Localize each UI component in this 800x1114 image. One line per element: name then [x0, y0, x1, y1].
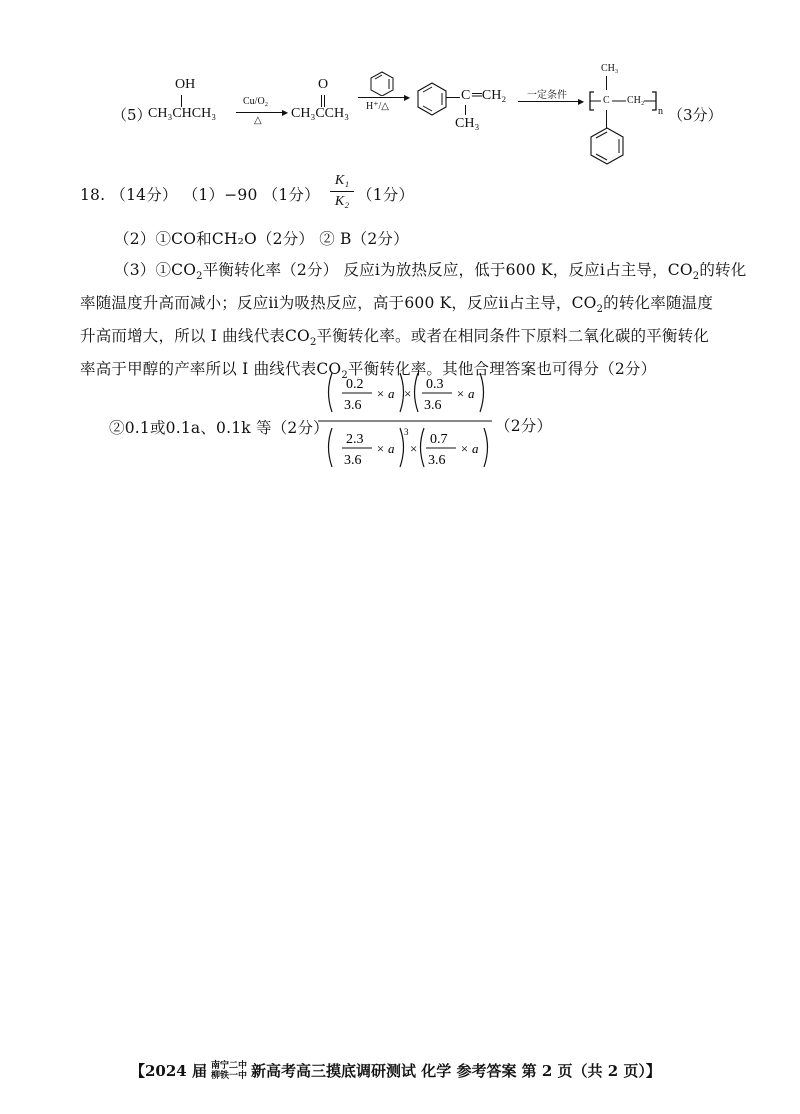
den2-right-paren — [484, 428, 488, 467]
arrow2-condition-bottom: H⁺/△ — [366, 101, 389, 112]
part3-line2-b: 的转化率随温度 — [603, 294, 714, 312]
polymer-ch3: CH₃ — [601, 63, 619, 74]
polymer-ch2: CH₂ — [627, 95, 645, 106]
num1-top: 0.2 — [346, 377, 364, 392]
den2-left-paren — [421, 428, 425, 467]
q17-5-score: （3分） — [668, 106, 723, 124]
alkene-benzene-ring-icon — [414, 80, 450, 116]
part3-line2-a: 率随温度升高而减小；反应ii为吸热反应，高于600 K，反应ii占主导，CO — [80, 294, 597, 312]
ketone-formula: CH₃CCH₃ — [291, 106, 349, 121]
footer-rest: 新高考高三摸底调研测试 化学 参考答案 第 2 页（共 2 页）】 — [251, 1062, 661, 1080]
num1-right-paren — [400, 373, 404, 412]
q18-part3-line3 — [80, 324, 709, 348]
alkene-ch2: ═CH₂ — [472, 88, 507, 103]
arrow3-head-icon: ▶ — [578, 97, 585, 106]
benzene-reagent-icon — [368, 70, 396, 96]
k-fraction-bar — [330, 191, 354, 192]
footer-school-1: 南宁二中 — [210, 1060, 247, 1071]
part3-prefix: （3）①CO — [114, 261, 197, 279]
q18-part3-line2 — [80, 291, 713, 315]
k-numerator: K₁ — [334, 173, 350, 188]
k-denominator: K₂ — [334, 194, 350, 209]
num2-right-paren — [480, 373, 484, 412]
reactant-oh: OH — [175, 77, 196, 92]
co2-sub: 2 — [196, 271, 203, 283]
den1-bottom: 3.6 — [344, 453, 362, 468]
num2-left-paren — [415, 373, 419, 412]
arrow1-line — [236, 112, 286, 113]
q18-part2: （2）①CO和CH₂O（2分） ② B（2分） — [114, 230, 409, 248]
part3-line3-a: 升高而增大，所以 I 曲线代表CO — [80, 327, 310, 345]
num2-top: 0.3 — [426, 377, 444, 392]
arrow1-head-icon: ▶ — [282, 108, 289, 117]
footer-open: 【2024 届 — [130, 1062, 207, 1080]
arrow1-condition-top: Cu/O₂ — [243, 96, 269, 107]
den2-times-a: × a — [460, 441, 479, 456]
den2-top: 0.7 — [430, 432, 448, 447]
q18-part3-line1 — [114, 258, 746, 282]
part3-end: 的转化 — [699, 261, 747, 279]
arrow2-head-icon: ▶ — [404, 93, 411, 102]
k-score: （1分） — [357, 186, 415, 204]
arrow2-line — [358, 97, 408, 98]
alkene-ring-bond — [446, 97, 460, 98]
num2-bottom: 3.6 — [424, 398, 442, 413]
num2-times-a: × a — [456, 386, 475, 401]
co2-sub: 2 — [309, 337, 317, 349]
num-times: × — [404, 386, 412, 401]
num1-times-a: × a — [376, 386, 395, 401]
alkene-methyl-bond — [465, 105, 466, 115]
den1-right-paren — [400, 428, 404, 467]
part3-line4-b: 平衡转化率。其他合理答案也可得分（2分） — [347, 360, 657, 378]
polymer-benzene-ring-icon — [588, 126, 626, 166]
den-times: × — [410, 441, 418, 456]
arrow3-condition-top: 一定条件 — [527, 90, 567, 101]
fraction-score: （2分） — [495, 417, 553, 435]
q17-5-number: （5） — [112, 106, 152, 124]
den1-top: 2.3 — [346, 432, 364, 447]
page-footer — [130, 1060, 661, 1081]
k-ratio-fraction — [330, 173, 354, 210]
co2-sub: 2 — [596, 304, 604, 316]
arrow3-line — [518, 101, 582, 102]
footer-schools — [211, 1061, 247, 1081]
ketone-o: O — [318, 77, 329, 92]
reactant-formula: CH₃CHCH₃ — [148, 106, 217, 121]
alkene-c: C — [461, 88, 471, 103]
polymer-n: n — [658, 106, 663, 117]
num1-bottom: 3.6 — [344, 398, 362, 413]
co2-sub: 2 — [692, 271, 700, 283]
den1-left-paren — [329, 428, 333, 467]
den1-power: 3 — [404, 427, 409, 437]
arrow1-condition-bottom: △ — [254, 115, 262, 126]
num1-left-paren — [329, 373, 333, 412]
alkene-ch3: CH₃ — [455, 116, 480, 131]
equilibrium-constant-expression — [316, 368, 496, 476]
part3-line4-a: 率高于甲醇的产率所以 I 曲线代表CO — [80, 360, 342, 378]
den1-times-a: × a — [376, 441, 395, 456]
q18-part3-2: ②0.1或0.1a、0.1k 等（2分） — [109, 419, 329, 437]
den2-bottom: 3.6 — [428, 453, 446, 468]
footer-school-2: 柳铁一中 — [210, 1070, 247, 1081]
part3-mid: 平衡转化率（2分） 反应i为放热反应，低于600 K，反应i占主导，CO — [202, 261, 693, 279]
part3-line3-b: 平衡转化率。或者在相同条件下原料二氧化碳的平衡转化 — [316, 327, 710, 345]
q18-header: 18. （14分） （1）−90 （1分） — [80, 186, 320, 204]
co2-sub: 2 — [341, 370, 348, 382]
polymer-c: C — [603, 95, 610, 106]
